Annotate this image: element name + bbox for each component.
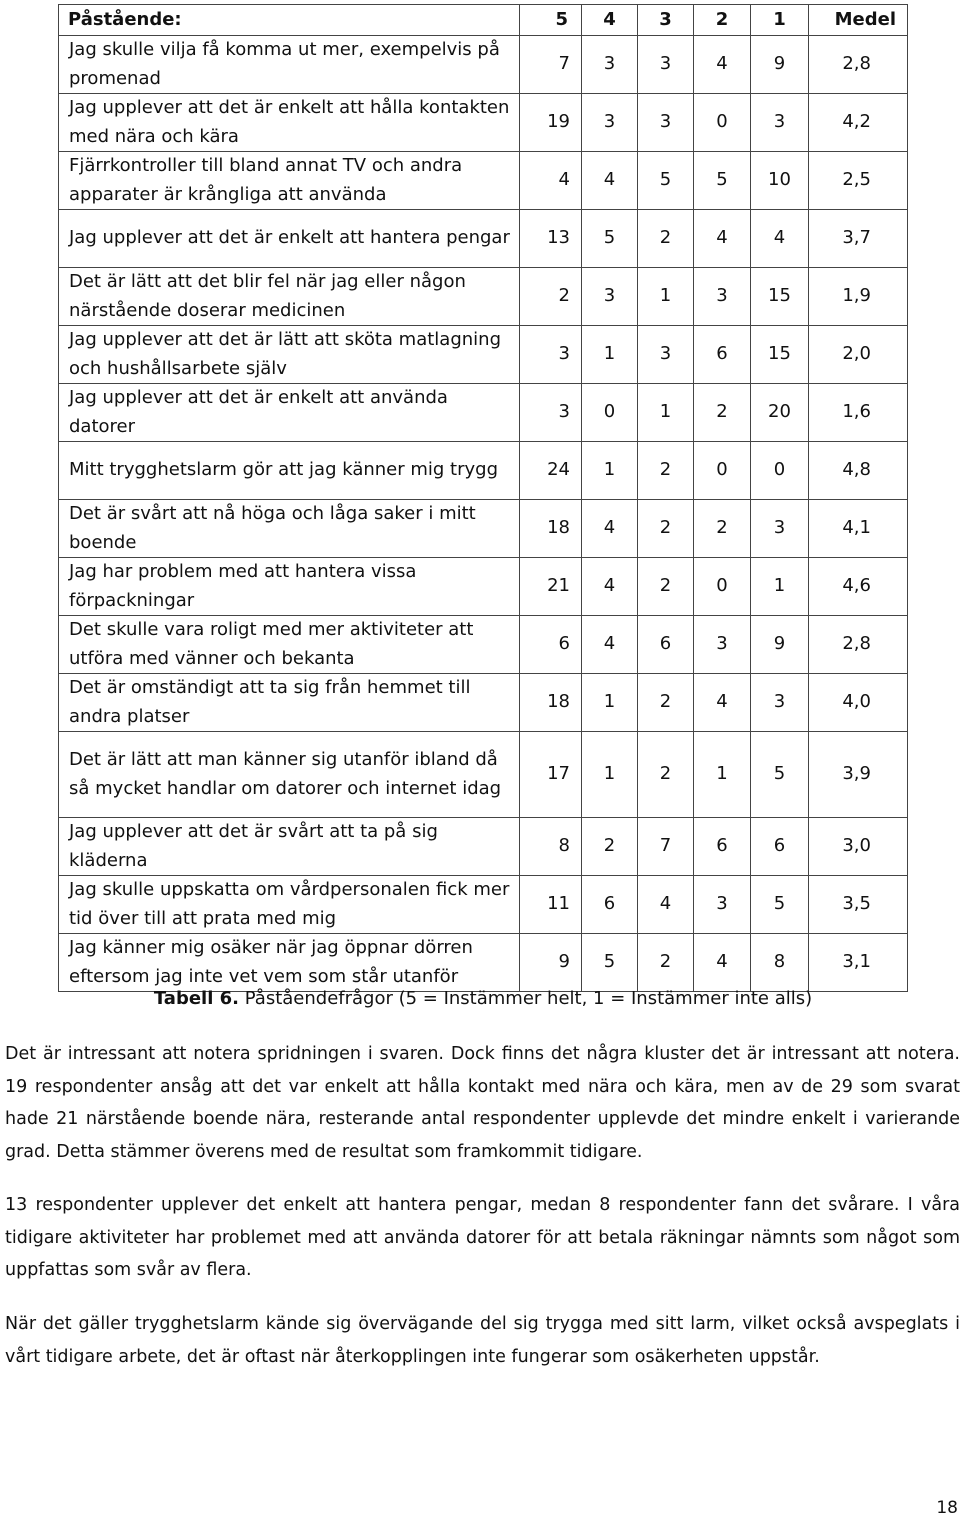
count-cell: 10 [751, 152, 809, 210]
count-cell: 5 [582, 934, 638, 992]
statement-cell: Det är svårt att nå höga och låga saker i mitt boende [59, 500, 520, 558]
table-body [59, 36, 908, 992]
count-cell: 4 [520, 152, 582, 210]
count-cell: 19 [520, 94, 582, 152]
count-cell: 1 [638, 268, 694, 326]
table-row [59, 876, 908, 934]
count-cell: 2 [638, 732, 694, 818]
count-cell: 3 [520, 326, 582, 384]
header-4: 4 [582, 5, 638, 36]
table-row [59, 616, 908, 674]
mean-cell: 3,9 [809, 732, 908, 818]
count-cell: 2 [638, 558, 694, 616]
header-1: 1 [751, 5, 809, 36]
count-cell: 9 [751, 616, 809, 674]
count-cell: 6 [694, 818, 751, 876]
count-cell: 2 [638, 674, 694, 732]
count-cell: 6 [520, 616, 582, 674]
count-cell: 3 [694, 268, 751, 326]
count-cell: 4 [694, 36, 751, 94]
count-cell: 1 [582, 674, 638, 732]
count-cell: 6 [694, 326, 751, 384]
count-cell: 15 [751, 268, 809, 326]
count-cell: 0 [582, 384, 638, 442]
mean-cell: 3,5 [809, 876, 908, 934]
count-cell: 2 [638, 442, 694, 500]
statement-cell: Mitt trygghetslarm gör att jag känner mig trygg [59, 442, 520, 500]
table-row [59, 934, 908, 992]
mean-cell: 4,6 [809, 558, 908, 616]
count-cell: 18 [520, 500, 582, 558]
count-cell: 20 [751, 384, 809, 442]
count-cell: 6 [638, 616, 694, 674]
mean-cell: 2,5 [809, 152, 908, 210]
mean-cell: 1,9 [809, 268, 908, 326]
header-3: 3 [638, 5, 694, 36]
statement-cell: Det är omständigt att ta sig från hemmet till andra platser [59, 674, 520, 732]
count-cell: 4 [751, 210, 809, 268]
count-cell: 3 [582, 268, 638, 326]
count-cell: 4 [582, 500, 638, 558]
paragraph-money: 13 respondenter upplever det enkelt att hantera pengar, medan 8 respondenter fann det svårare. I våra tidigare aktiviteter har problemet med att använda datorer för att betala räkningar nämnts som något som uppfattas som svår av flera. [5, 1195, 960, 1280]
statement-cell: Det skulle vara roligt med mer aktiviteter att utföra med vänner och bekanta [59, 616, 520, 674]
count-cell: 15 [751, 326, 809, 384]
count-cell: 5 [751, 732, 809, 818]
table-row [59, 732, 908, 818]
count-cell: 3 [582, 94, 638, 152]
table-row [59, 500, 908, 558]
table-row [59, 818, 908, 876]
count-cell: 2 [520, 268, 582, 326]
count-cell: 2 [638, 210, 694, 268]
table-row [59, 674, 908, 732]
count-cell: 4 [582, 152, 638, 210]
count-cell: 2 [694, 500, 751, 558]
count-cell: 8 [751, 934, 809, 992]
header-mean: Medel [809, 5, 908, 36]
count-cell: 1 [751, 558, 809, 616]
count-cell: 9 [751, 36, 809, 94]
count-cell: 4 [694, 674, 751, 732]
table-header-row [59, 5, 908, 36]
statement-cell: Jag upplever att det är enkelt att hantera pengar [59, 210, 520, 268]
table-caption [0, 985, 960, 1013]
statement-cell: Jag skulle vilja få komma ut mer, exempelvis på promenad [59, 36, 520, 94]
count-cell: 13 [520, 210, 582, 268]
table-row [59, 210, 908, 268]
statement-cell: Jag upplever att det är enkelt att hålla kontakten med nära och kära [59, 94, 520, 152]
paragraph-spread: Det är intressant att notera spridningen i svaren. Dock finns det några kluster det är intressant att notera. 19 respondenter ansåg att det var enkelt att hålla kontakt med nära och kära, men av de 29 som svarat hade 21 närstående boende nära, resterande antal respondenter upplevde det mindre enkelt i varierande grad. Detta stämmer överens med de resultat som framkommit tidigare. [5, 1044, 960, 1162]
count-cell: 5 [638, 152, 694, 210]
count-cell: 4 [582, 558, 638, 616]
header-statement: Påstående: [59, 5, 520, 36]
table-row [59, 442, 908, 500]
count-cell: 17 [520, 732, 582, 818]
count-cell: 6 [751, 818, 809, 876]
count-cell: 8 [520, 818, 582, 876]
statement-table [58, 4, 908, 992]
page-number: 18 [936, 1498, 958, 1518]
count-cell: 3 [751, 500, 809, 558]
statement-cell: Det är lätt att man känner sig utanför ibland då så mycket handlar om datorer och internet idag [59, 732, 520, 818]
count-cell: 5 [694, 152, 751, 210]
count-cell: 3 [520, 384, 582, 442]
count-cell: 2 [694, 384, 751, 442]
count-cell: 3 [638, 36, 694, 94]
count-cell: 5 [751, 876, 809, 934]
mean-cell: 4,2 [809, 94, 908, 152]
caption-text: Påståendefrågor (5 = Instämmer helt, 1 = Instämmer inte alls) [239, 988, 813, 1009]
count-cell: 4 [694, 934, 751, 992]
count-cell: 0 [694, 558, 751, 616]
table-row [59, 326, 908, 384]
mean-cell: 2,0 [809, 326, 908, 384]
mean-cell: 3,0 [809, 818, 908, 876]
count-cell: 3 [582, 36, 638, 94]
count-cell: 1 [582, 732, 638, 818]
count-cell: 4 [582, 616, 638, 674]
mean-cell: 3,1 [809, 934, 908, 992]
count-cell: 18 [520, 674, 582, 732]
count-cell: 5 [582, 210, 638, 268]
statement-cell: Jag upplever att det är svårt att ta på sig kläderna [59, 818, 520, 876]
count-cell: 24 [520, 442, 582, 500]
table-row [59, 268, 908, 326]
header-2: 2 [694, 5, 751, 36]
count-cell: 1 [582, 326, 638, 384]
count-cell: 11 [520, 876, 582, 934]
count-cell: 3 [751, 94, 809, 152]
count-cell: 3 [751, 674, 809, 732]
header-5: 5 [520, 5, 582, 36]
mean-cell: 4,8 [809, 442, 908, 500]
count-cell: 3 [694, 876, 751, 934]
table-row [59, 152, 908, 210]
count-cell: 4 [694, 210, 751, 268]
count-cell: 9 [520, 934, 582, 992]
mean-cell: 2,8 [809, 36, 908, 94]
statement-cell: Jag känner mig osäker när jag öppnar dörren eftersom jag inte vet vem som står utanför [59, 934, 520, 992]
count-cell: 6 [582, 876, 638, 934]
mean-cell: 4,0 [809, 674, 908, 732]
statement-cell: Jag upplever att det är lätt att sköta matlagning och hushållsarbete själv [59, 326, 520, 384]
mean-cell: 4,1 [809, 500, 908, 558]
mean-cell: 2,8 [809, 616, 908, 674]
count-cell: 2 [638, 500, 694, 558]
count-cell: 4 [638, 876, 694, 934]
statement-cell: Fjärrkontroller till bland annat TV och andra apparater är krångliga att använda [59, 152, 520, 210]
statement-cell: Jag skulle uppskatta om vårdpersonalen fick mer tid över till att prata med mig [59, 876, 520, 934]
statement-cell: Det är lätt att det blir fel när jag eller någon närstående doserar medicinen [59, 268, 520, 326]
mean-cell: 3,7 [809, 210, 908, 268]
count-cell: 3 [638, 94, 694, 152]
count-cell: 1 [638, 384, 694, 442]
count-cell: 3 [638, 326, 694, 384]
count-cell: 2 [582, 818, 638, 876]
paragraph-alarm: När det gäller trygghetslarm kände sig övervägande del sig trygga med sitt larm, vilket också avspeglats i vårt tidigare arbete, det är oftast när återkopplingen inte fungerar som osäkerheten uppstår. [5, 1314, 960, 1367]
count-cell: 7 [638, 818, 694, 876]
count-cell: 21 [520, 558, 582, 616]
table-row [59, 384, 908, 442]
count-cell: 2 [638, 934, 694, 992]
count-cell: 1 [582, 442, 638, 500]
count-cell: 1 [694, 732, 751, 818]
table-row [59, 36, 908, 94]
count-cell: 3 [694, 616, 751, 674]
table-row [59, 94, 908, 152]
count-cell: 7 [520, 36, 582, 94]
count-cell: 0 [694, 94, 751, 152]
caption-label: Tabell 6. [153, 988, 240, 1009]
statement-cell: Jag har problem med att hantera vissa förpackningar [59, 558, 520, 616]
count-cell: 0 [694, 442, 751, 500]
statement-cell: Jag upplever att det är enkelt att använda datorer [59, 384, 520, 442]
count-cell: 0 [751, 442, 809, 500]
table-row [59, 558, 908, 616]
mean-cell: 1,6 [809, 384, 908, 442]
